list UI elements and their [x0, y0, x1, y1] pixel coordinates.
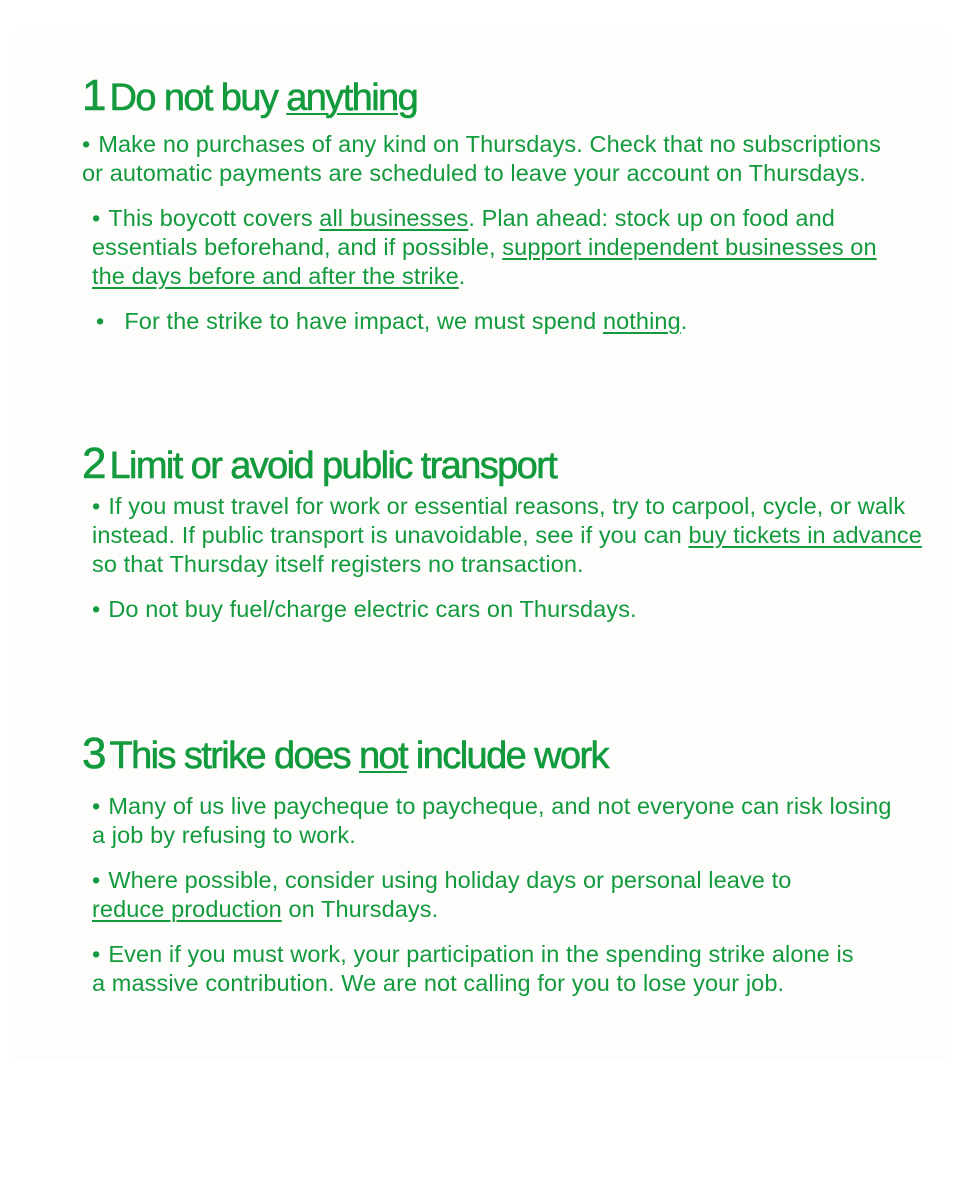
section-2-heading — [82, 439, 942, 488]
bullet-item — [82, 595, 942, 624]
bullet-emphasis: support independent businesses on the days before and after the strike — [92, 234, 877, 289]
bullet-text: Where possible, consider using holiday days or personal leave to — [108, 867, 792, 893]
section-title: Do not buy — [109, 77, 287, 119]
bullet-dot: • — [92, 867, 101, 893]
bullet-dot: • — [92, 493, 101, 519]
bullet-text: Do not buy fuel/charge electric cars on Thursdays. — [108, 596, 637, 622]
section-title-emphasis: not — [358, 735, 407, 777]
bullet-text: Even if you must work, your participation in the spending strike alone is a massive contribution. We are not calling for you to lose your job. — [92, 941, 854, 996]
section-title-emphasis: anything — [286, 77, 418, 119]
bullet-emphasis: nothing — [602, 308, 681, 334]
bullet-emphasis: buy tickets in advance — [688, 522, 922, 548]
section-1 — [82, 71, 942, 336]
section-title-end: include work — [406, 735, 608, 777]
section-2-bullets — [82, 492, 942, 624]
section-title: Limit or avoid public transport — [109, 445, 557, 487]
bullet-emphasis: reduce production — [92, 896, 282, 922]
section-3 — [82, 729, 942, 998]
section-title: This strike does — [109, 735, 359, 777]
bullet-text: Many of us live paycheque to paycheque, and not everyone can risk losing a job by refusing to work. — [92, 793, 892, 848]
bullet-text: . Plan ahead: stock up on food and essentials beforehand, and if possible, — [92, 205, 835, 260]
bullet-dot: • — [82, 131, 91, 157]
bullet-item — [82, 940, 862, 998]
bullet-dot: • — [92, 941, 101, 967]
bullet-text: . — [458, 263, 466, 289]
bullet-item — [82, 204, 892, 291]
section-1-bullets — [82, 130, 942, 336]
bullet-dot: • — [96, 308, 105, 334]
section-3-heading — [82, 729, 942, 778]
bullet-dot: • — [92, 205, 101, 231]
section-number: 3 — [82, 729, 106, 778]
bullet-item — [82, 866, 852, 924]
bullet-text: . — [680, 308, 688, 334]
bullet-text: so that Thursday itself registers no transaction. — [92, 551, 584, 577]
bullet-text: on Thursdays. — [281, 896, 439, 922]
bullet-emphasis: all businesses — [319, 205, 469, 231]
section-number: 1 — [82, 71, 106, 120]
bullet-item — [82, 130, 882, 188]
section-number: 2 — [82, 439, 106, 488]
bullet-text: If you must travel for work or essential reasons, try to carpool, cycle, or walk instead. If public transport is unavoidable, see if you can — [92, 493, 906, 548]
section-3-bullets — [82, 792, 942, 998]
bullet-dot: • — [92, 793, 101, 819]
bullet-text: For the strike to have impact, we must spend — [124, 308, 603, 334]
section-2 — [82, 439, 942, 624]
bullet-text: This boycott covers — [108, 205, 320, 231]
bullet-item — [82, 792, 892, 850]
section-1-heading — [82, 71, 942, 120]
bullet-item — [82, 307, 942, 336]
document-page — [14, 30, 946, 1060]
bullet-text: Make no purchases of any kind on Thursdays. Check that no subscriptions or automatic payments are scheduled to leave your account on Thursdays. — [82, 131, 881, 186]
bullet-item — [82, 492, 922, 579]
bullet-dot: • — [92, 596, 101, 622]
